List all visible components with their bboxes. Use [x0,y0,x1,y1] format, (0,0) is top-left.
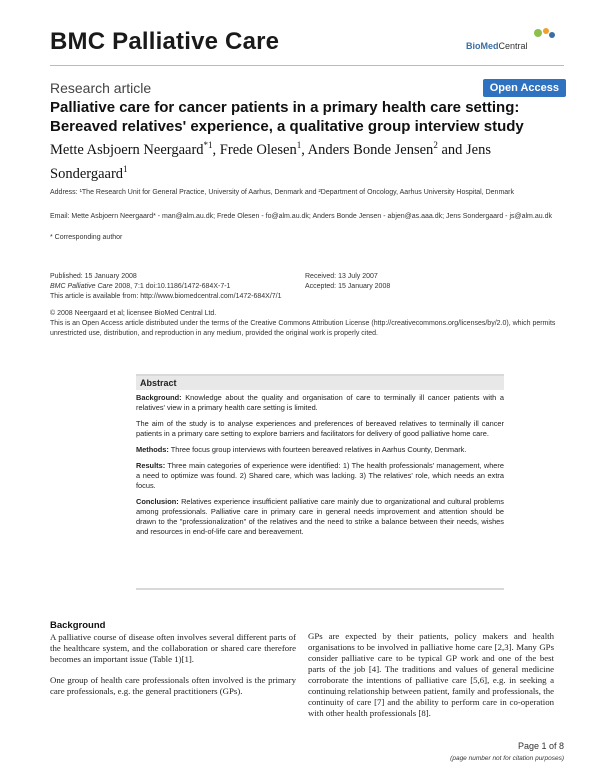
abstract-background-label: Background: [136,393,182,402]
body-left-column [50,620,296,707]
body-paragraph: A palliative course of disease often involves several different parts of the healthcare system, and the collaboration or shared care therefore becomes an important issue (Table 1)[1]. [50,632,296,664]
abstract-conclusion [136,497,504,537]
abstract-background [136,393,504,413]
abstract-body [136,393,504,543]
author-list: Mette Asbjoern Neergaard$^{*1}$, Frede Olesen$^1$, Anders Bonde Jensen$^2$ and Jens Sondergaard$^1$ [50,140,491,182]
corresponding-note: * Corresponding author [50,234,123,241]
author-3[interactable]: Anders Bonde Jensen [307,141,434,158]
page-note: (page number not for citation purposes) [450,755,564,762]
logo-swirl-icon [524,26,600,42]
abstract-methods-text: Three focus group interviews with fourteen bereaved relatives in Aarhus County, Denmark. [168,445,467,454]
author-4[interactable]: Jens Sondergaard [50,141,491,182]
author-1[interactable]: Mette Asbjoern Neergaard [50,141,204,158]
biomed-central-logo [466,26,562,56]
copyright-block [50,309,560,339]
body-paragraph: GPs are expected by their patients, policy makers and health organisations to be involved in palliative home care [2,3]. Many GPs consider palliative care to be typical GP work and one of the best parts of the job [4]. The traditions and values of general medicine corroborate the intentions of palliative care [5,6], e.g. in seeking a continuing relationship between patient, family and professionals, the continuity of care [7] and the ability to perform care in co-operation with other health professionals [8]. [308,631,554,718]
published-date: Published: 15 January 2008 [50,273,137,280]
journal-title: BMC Palliative Care [50,28,280,55]
abstract-methods [136,445,504,455]
abstract-results-label: Results: [136,461,166,470]
citation [50,282,282,292]
abstract-background-text: Knowledge about the quality and organisation of care to terminally ill cancer patients with a relatives' view in a primary health care setting is limited. [136,393,504,412]
open-access-badge: Open Access [483,79,566,97]
article-type: Research article [50,80,152,96]
article-url[interactable]: This article is available from: http://www.biomedcentral.com/1472-684X/7/1 [50,293,282,300]
abstract-results-text: Three main categories of experience were identified: 1) The health professionals' management, where a need to optimize was found. 2) Shared care, which was lacking. 3) The relatives' role, which needs an extra focus. [136,461,504,490]
logo-bio: BioMed [466,41,499,51]
abstract-aim: The aim of the study is to analyse experiences and preferences of bereaved relatives to terminally ill cancer patients in a primary care setting to explore barriers and facilitators for delivery of good palliative home care. [136,419,504,438]
background-heading: Background [50,620,106,631]
accepted-date: Accepted: 15 January 2008 [305,283,391,290]
author-emails[interactable]: Email: Mette Asbjoern Neergaard* - man@alm.au.dk; Frede Olesen - fo@alm.au.dk; Anders Bonde Jensen - abjen@as.aaa.dk; Jens Sondergaard - js@alm.au.dk [50,213,552,220]
received-accepted [305,272,390,292]
abstract-conclusion-label: Conclusion: [136,497,179,506]
citation-details: 2008, 7:1 doi:10.1186/1472-684X-7-1 [112,283,231,290]
author-1-affil: *1 [203,140,213,150]
author-2-affil: 1 [296,140,302,150]
author-address: Address: ¹The Research Unit for General Practice, University of Aarhus, Denmark and ²Department of Oncology, Aarhus University Hospital, Denmark [50,189,515,196]
citation-journal: BMC Palliative Care [50,283,113,290]
abstract-methods-label: Methods: [136,445,169,454]
abstract-results [136,461,504,491]
logo-central: Central [498,41,528,51]
author-3-affil: 2 [433,140,438,150]
abstract-conclusion-text: Relatives experience insufficient palliative care mainly due to organizational and cultural problems among professionals. Palliative care in primary care in general needs improvement and attention should be drawn to the "professionalization" of the relatives and the need to strike a balance between their needs, wishes and resources in end-of-life care and bereavement. [136,497,504,536]
received-date: Received: 13 July 2007 [305,273,378,280]
body-right-column [308,631,554,729]
abstract-box [136,374,504,590]
header-rule [50,65,564,66]
article-title: Palliative care for cancer patients in a primary health care setting: Bereaved relatives' experience, a qualitative group interview study [50,99,524,135]
abstract-heading: Abstract [136,376,504,390]
page-number: Page 1 of 8 [517,741,564,751]
license-text: This is an Open Access article distributed under the terms of the Creative Commons Attribution License (http://creativecommons.org/licenses/by/2.0), which permits unrestricted use, distribution, and reproduction in any medium, provided the original work is properly cited. [50,320,556,337]
body-paragraph: One group of health care professionals often involved is the primary care professionals, e.g. the general practitioners (GPs). [50,675,296,696]
copyright: © 2008 Neergaard et al; licensee BioMed Central Ltd. [50,310,217,317]
author-4-affil: 1 [123,163,128,174]
author-2[interactable]: Frede Olesen [219,141,297,158]
publication-info [50,272,282,302]
